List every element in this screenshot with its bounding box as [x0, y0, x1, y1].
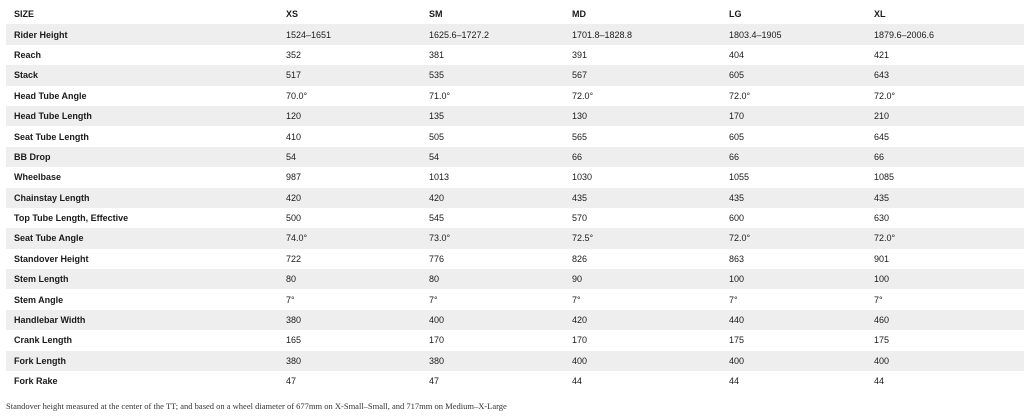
table-row — [6, 188, 1024, 208]
table-cell: 400 — [721, 351, 866, 371]
table-cell: 380 — [278, 310, 421, 330]
footnote: Standover height measured at the center of the TT; and based on a wheel diameter of 677mm on X-Small–Small, and 717mm on Medium–X-Large — [6, 401, 507, 411]
table-cell: 100 — [721, 269, 866, 289]
row-label: Seat Tube Length — [6, 126, 278, 146]
table-cell: 66 — [564, 147, 721, 167]
table-row — [6, 269, 1024, 289]
table-cell: 175 — [721, 330, 866, 350]
table-cell: 90 — [564, 269, 721, 289]
table-cell: 80 — [421, 269, 564, 289]
header-lg: LG — [729, 9, 742, 20]
row-label: Fork Rake — [6, 371, 278, 391]
table-cell: 440 — [721, 310, 866, 330]
header-sm: SM — [429, 9, 443, 20]
table-cell: 210 — [866, 106, 1024, 126]
table-cell: 565 — [564, 126, 721, 146]
table-row — [6, 167, 1024, 187]
table-cell: 1625.6–1727.2 — [421, 24, 564, 44]
table-row — [6, 24, 1024, 44]
table-cell: 435 — [721, 188, 866, 208]
table-cell: 175 — [866, 330, 1024, 350]
table-cell: 380 — [278, 351, 421, 371]
row-label: Rider Height — [6, 24, 278, 44]
table-cell: 391 — [564, 45, 721, 65]
table-cell: 170 — [721, 106, 866, 126]
table-cell: 1013 — [421, 167, 564, 187]
table-body — [6, 24, 1024, 391]
table-cell: 7° — [564, 289, 721, 309]
table-cell: 420 — [278, 188, 421, 208]
table-cell: 1879.6–2006.6 — [866, 24, 1024, 44]
table-cell: 135 — [421, 106, 564, 126]
table-cell: 645 — [866, 126, 1024, 146]
row-label: Wheelbase — [6, 167, 278, 187]
table-cell: 901 — [866, 249, 1024, 269]
table-cell: 1701.8–1828.8 — [564, 24, 721, 44]
table-row — [6, 371, 1024, 391]
header-xl: XL — [874, 9, 886, 20]
table-cell: 1085 — [866, 167, 1024, 187]
table-row — [6, 126, 1024, 146]
table-cell: 165 — [278, 330, 421, 350]
table-cell: 170 — [421, 330, 564, 350]
table-cell: 1030 — [564, 167, 721, 187]
table-cell: 66 — [866, 147, 1024, 167]
row-label: Stem Length — [6, 269, 278, 289]
row-label: Seat Tube Angle — [6, 228, 278, 248]
table-cell: 776 — [421, 249, 564, 269]
table-cell: 352 — [278, 45, 421, 65]
row-label: Crank Length — [6, 330, 278, 350]
table-cell: 500 — [278, 208, 421, 228]
table-cell: 72.5° — [564, 228, 721, 248]
row-label: Fork Length — [6, 351, 278, 371]
table-cell: 535 — [421, 65, 564, 85]
table-row — [6, 228, 1024, 248]
table-row — [6, 86, 1024, 106]
table-row — [6, 106, 1024, 126]
table-row — [6, 249, 1024, 269]
table-cell: 72.0° — [866, 228, 1024, 248]
table-cell: 630 — [866, 208, 1024, 228]
table-cell: 404 — [721, 45, 866, 65]
table-cell: 600 — [721, 208, 866, 228]
table-cell: 987 — [278, 167, 421, 187]
table-cell: 420 — [564, 310, 721, 330]
table-cell: 400 — [421, 310, 564, 330]
table-cell: 435 — [564, 188, 721, 208]
row-label: Head Tube Angle — [6, 86, 278, 106]
table-row — [6, 351, 1024, 371]
table-cell: 44 — [721, 371, 866, 391]
row-label: Reach — [6, 45, 278, 65]
table-cell: 643 — [866, 65, 1024, 85]
table-cell: 505 — [421, 126, 564, 146]
table-cell: 545 — [421, 208, 564, 228]
header-xs: XS — [286, 9, 299, 20]
geometry-table — [6, 4, 1024, 391]
table-cell: 72.0° — [866, 86, 1024, 106]
table-row — [6, 45, 1024, 65]
row-label: Stem Angle — [6, 289, 278, 309]
row-label: Top Tube Length, Effective — [6, 208, 278, 228]
table-cell: 72.0° — [721, 86, 866, 106]
table-cell: 100 — [866, 269, 1024, 289]
header-md: MD — [572, 9, 586, 20]
table-cell: 435 — [866, 188, 1024, 208]
table-cell: 47 — [278, 371, 421, 391]
table-cell: 410 — [278, 126, 421, 146]
table-cell: 54 — [278, 147, 421, 167]
table-cell: 74.0° — [278, 228, 421, 248]
table-cell: 1055 — [721, 167, 866, 187]
table-row — [6, 208, 1024, 228]
row-label: Head Tube Length — [6, 106, 278, 126]
table-cell: 7° — [421, 289, 564, 309]
table-cell: 570 — [564, 208, 721, 228]
table-row — [6, 310, 1024, 330]
table-row — [6, 289, 1024, 309]
table-cell: 400 — [866, 351, 1024, 371]
table-cell: 120 — [278, 106, 421, 126]
table-cell: 73.0° — [421, 228, 564, 248]
table-cell: 826 — [564, 249, 721, 269]
table-cell: 605 — [721, 65, 866, 85]
table-cell: 72.0° — [564, 86, 721, 106]
row-label: Chainstay Length — [6, 188, 278, 208]
table-cell: 72.0° — [721, 228, 866, 248]
table-row — [6, 65, 1024, 85]
table-cell: 80 — [278, 269, 421, 289]
table-cell: 47 — [421, 371, 564, 391]
table-row — [6, 330, 1024, 350]
table-row — [6, 147, 1024, 167]
table-cell: 863 — [721, 249, 866, 269]
table-cell: 381 — [421, 45, 564, 65]
table-cell: 420 — [421, 188, 564, 208]
table-cell: 517 — [278, 65, 421, 85]
table-cell: 722 — [278, 249, 421, 269]
table-cell: 7° — [866, 289, 1024, 309]
table-cell: 71.0° — [421, 86, 564, 106]
table-cell: 44 — [564, 371, 721, 391]
table-cell: 605 — [721, 126, 866, 146]
table-cell: 170 — [564, 330, 721, 350]
table-cell: 567 — [564, 65, 721, 85]
table-cell: 1803.4–1905 — [721, 24, 866, 44]
table-cell: 421 — [866, 45, 1024, 65]
table-cell: 44 — [866, 371, 1024, 391]
table-cell: 380 — [421, 351, 564, 371]
table-cell: 7° — [278, 289, 421, 309]
row-label: Handlebar Width — [6, 310, 278, 330]
table-cell: 400 — [564, 351, 721, 371]
header-row — [6, 4, 1024, 24]
table-cell: 130 — [564, 106, 721, 126]
row-label: Stack — [6, 65, 278, 85]
table-cell: 1524–1651 — [278, 24, 421, 44]
table-cell: 7° — [721, 289, 866, 309]
table-cell: 66 — [721, 147, 866, 167]
row-label: Standover Height — [6, 249, 278, 269]
table-cell: 70.0° — [278, 86, 421, 106]
table-header — [6, 4, 1024, 24]
header-size: SIZE — [14, 9, 35, 20]
table-cell: 460 — [866, 310, 1024, 330]
row-label: BB Drop — [6, 147, 278, 167]
table-cell: 54 — [421, 147, 564, 167]
